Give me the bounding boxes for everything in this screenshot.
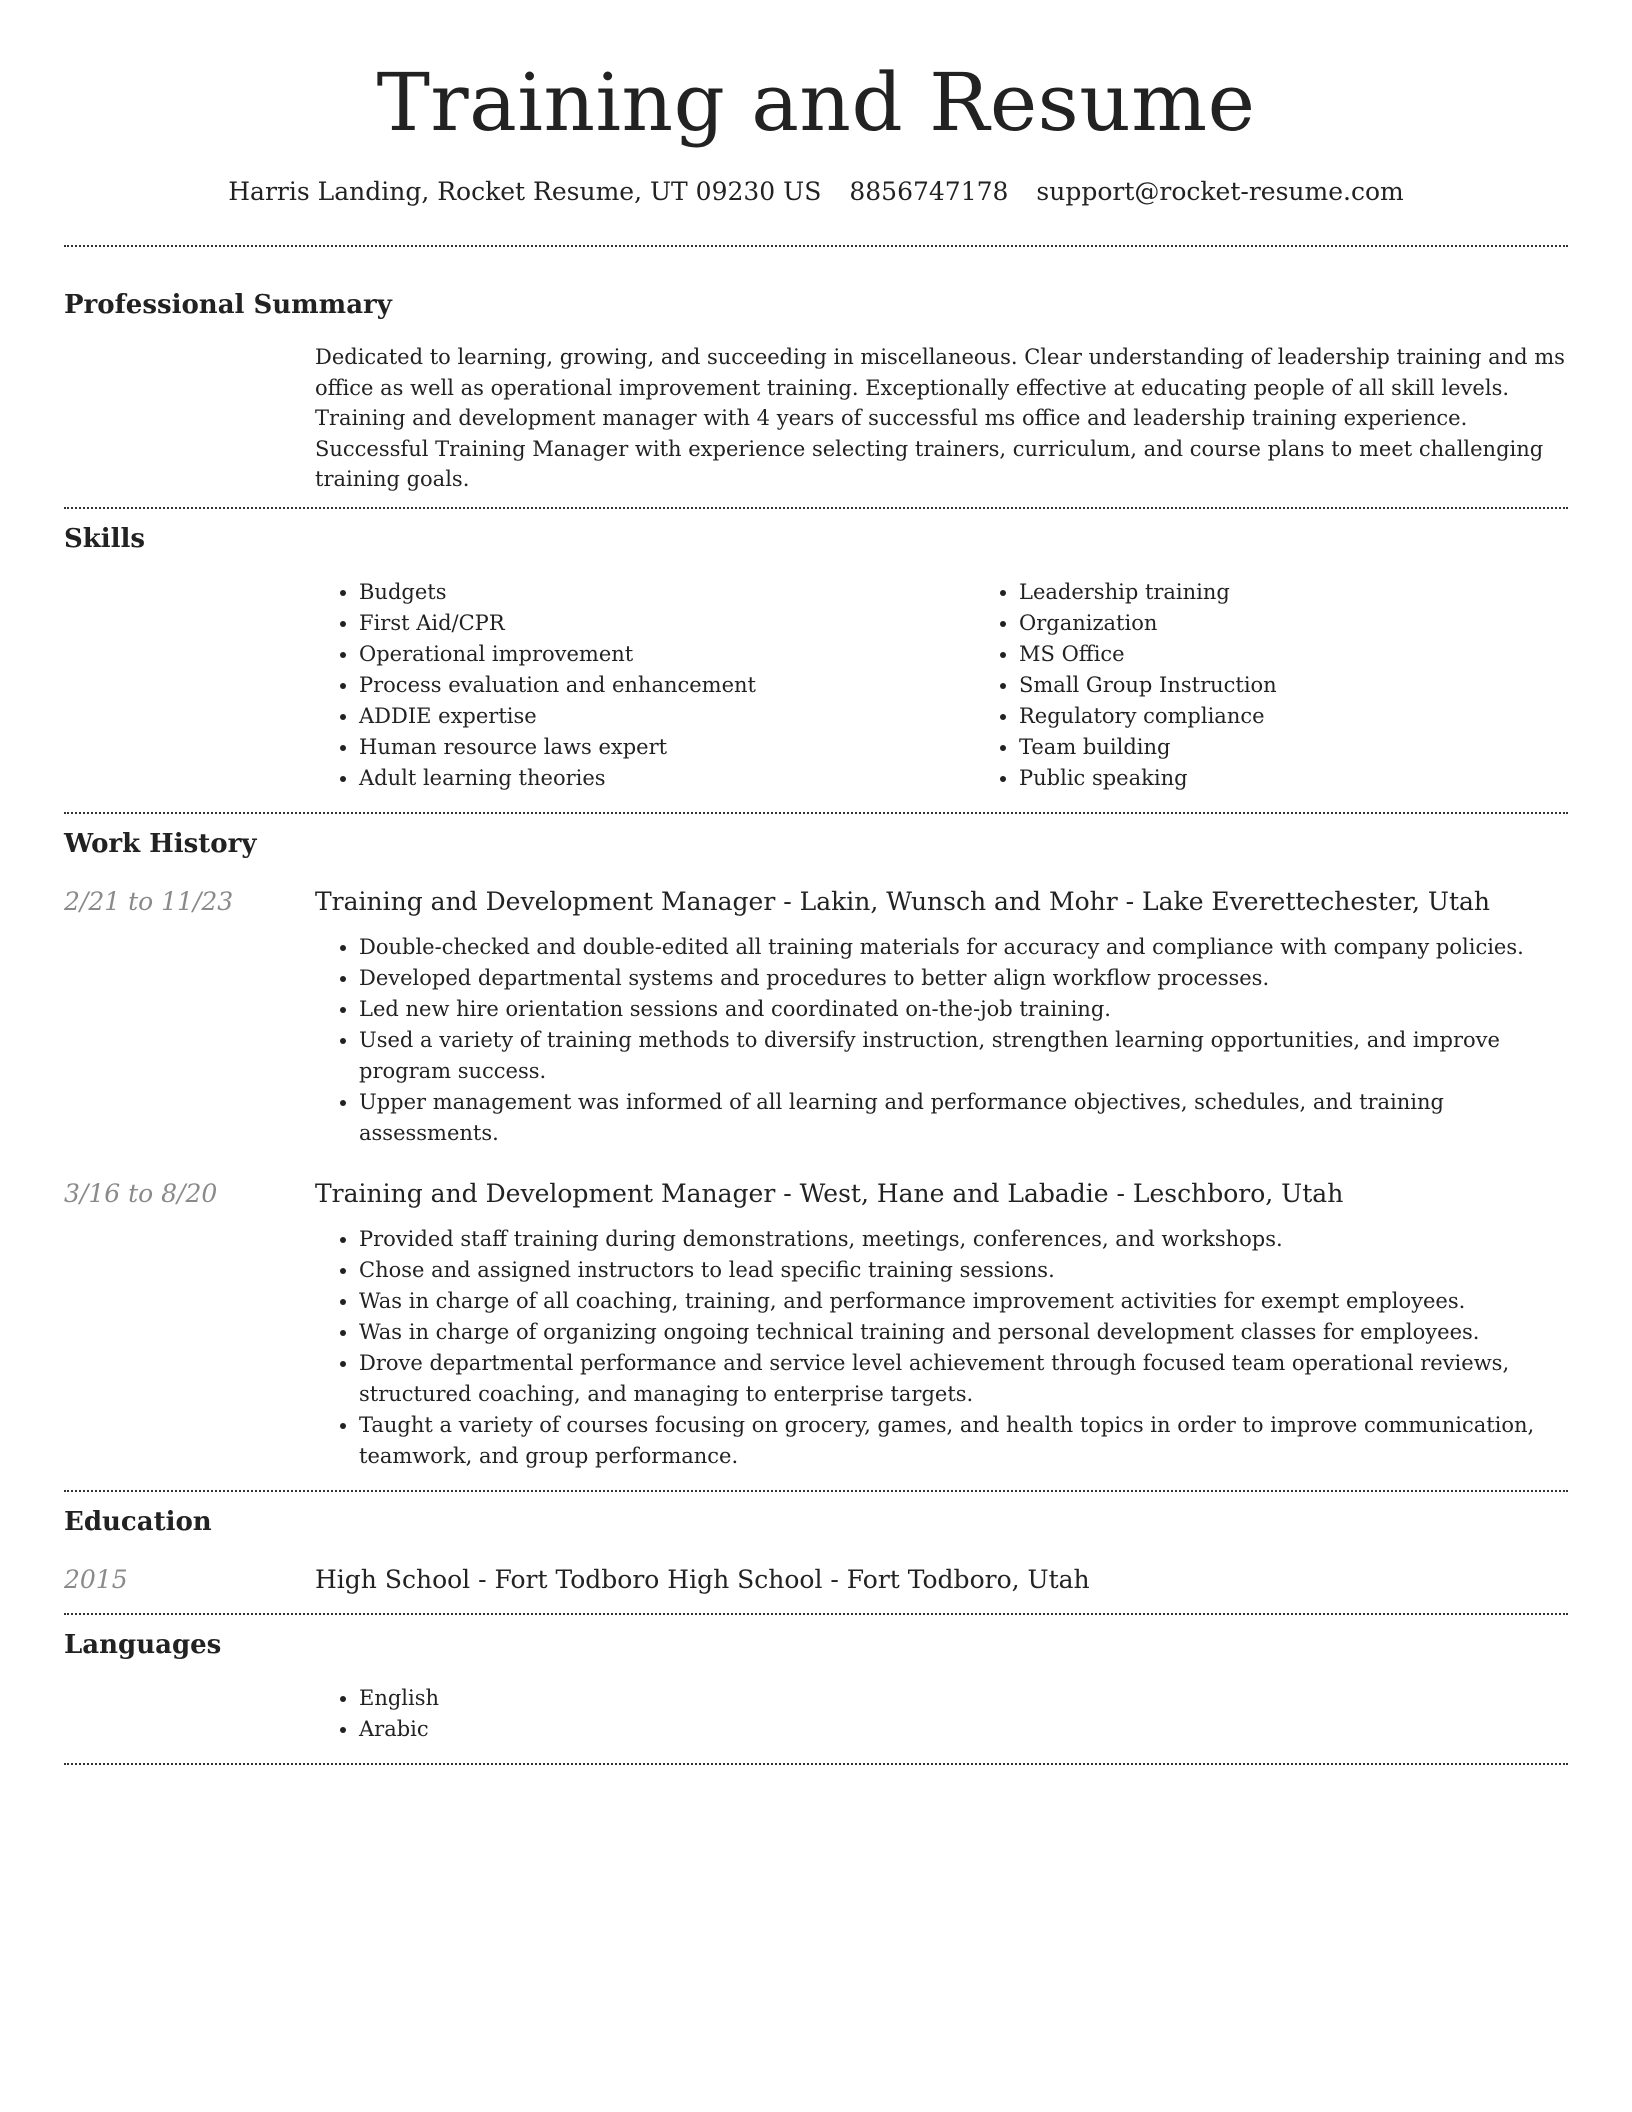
language-item: • English	[359, 1683, 1568, 1714]
job-dates: 2/21 to 11/23	[64, 886, 234, 916]
job-bullets	[315, 932, 1568, 1149]
job-heading: Training and Development Manager - West, Hane and Labadie - Leschboro, Utah	[315, 1178, 1344, 1208]
skill-item: • Leadership training	[1019, 577, 1632, 608]
job-bullet: • Double-checked and double-edited all training materials for accuracy and compliance with company policies.	[359, 932, 1568, 963]
skill-item: • Human resource laws expert	[359, 732, 975, 763]
job-bullet: • Developed departmental systems and procedures to better align workflow processes.	[359, 963, 1568, 994]
skills-list-left	[315, 577, 975, 794]
resume-page	[64, 0, 1568, 1765]
languages-divider	[64, 1763, 1568, 1765]
header-divider	[64, 245, 1568, 247]
work-title: Work History	[64, 828, 257, 859]
job-heading: Training and Development Manager - Lakin, Wunsch and Mohr - Lake Everettechester, Utah	[315, 886, 1491, 916]
skills-title: Skills	[64, 523, 146, 554]
job-bullet: • Used a variety of training methods to diversify instruction, strengthen learning opportunities, and improve program success.	[359, 1025, 1568, 1087]
skill-item: • Budgets	[359, 577, 975, 608]
job-bullet: • Drove departmental performance and service level achievement through focused team operational reviews, structured coaching, and managing to enterprise targets.	[359, 1348, 1568, 1410]
skill-item: • Operational improvement	[359, 639, 975, 670]
education-title: Education	[64, 1506, 212, 1537]
job-bullet: • Taught a variety of courses focusing on grocery, games, and health topics in order to improve communication, teamwork, and group performance.	[359, 1410, 1568, 1472]
summary-section	[64, 287, 1568, 495]
job-bullet: • Upper management was informed of all learning and performance objectives, schedules, and training assessments.	[359, 1087, 1568, 1149]
contact-email: support@rocket-resume.com	[1036, 177, 1404, 206]
summary-divider	[64, 507, 1568, 509]
education-year: 2015	[64, 1564, 128, 1594]
job-entry	[64, 884, 1568, 1149]
contact-phone: 8856747178	[849, 177, 1009, 206]
languages-list	[315, 1683, 1568, 1745]
skill-item: • Team building	[1019, 732, 1632, 763]
skill-item: • Organization	[1019, 608, 1632, 639]
education-heading: High School - Fort Todboro High School - Fort Todboro, Utah	[315, 1564, 1090, 1594]
job-entry	[64, 1176, 1568, 1472]
resume-name: Training and Resume	[376, 56, 1256, 149]
job-bullet: • Was in charge of organizing ongoing technical training and personal development classes for employees.	[359, 1317, 1568, 1348]
skills-section	[64, 521, 1568, 794]
skill-item: • Small Group Instruction	[1019, 670, 1632, 701]
skill-item: • First Aid/CPR	[359, 608, 975, 639]
contact-address: Harris Landing, Rocket Resume, UT 09230 US	[228, 177, 822, 206]
summary-title: Professional Summary	[64, 290, 392, 320]
languages-title: Languages	[64, 1629, 222, 1660]
skill-item: • ADDIE expertise	[359, 701, 975, 732]
summary-text: Dedicated to learning, growing, and succeeding in miscellaneous. Clear understanding of leadership training and ms office as well as operational improvement training. Exceptionally effective at educating people of all skill levels. Training and development manager with 4 years of successful ms office and leadership training experience. Successful Training Manager with experience selecting trainers, curriculum, and course plans to meet challenging training goals.	[315, 345, 1565, 491]
work-divider	[64, 1490, 1568, 1492]
skills-list-right	[975, 577, 1632, 794]
contact-line	[64, 174, 1568, 210]
skill-item: • MS Office	[1019, 639, 1632, 670]
skill-item: • Public speaking	[1019, 763, 1632, 794]
skill-item: • Process evaluation and enhancement	[359, 670, 975, 701]
job-bullet: • Chose and assigned instructors to lead specific training sessions.	[359, 1255, 1568, 1286]
education-divider	[64, 1613, 1568, 1615]
skills-grid	[315, 577, 1632, 794]
language-item: • Arabic	[359, 1714, 1568, 1745]
skill-item: • Regulatory compliance	[1019, 701, 1632, 732]
education-section	[64, 1504, 1568, 1598]
work-section	[64, 826, 1568, 1472]
job-bullet: • Provided staff training during demonstrations, meetings, conferences, and workshops.	[359, 1224, 1568, 1255]
job-dates: 3/16 to 8/20	[64, 1178, 218, 1208]
job-bullets	[315, 1224, 1568, 1472]
skills-divider	[64, 812, 1568, 814]
skill-item: • Adult learning theories	[359, 763, 975, 794]
job-bullet: • Was in charge of all coaching, training, and performance improvement activities for exempt employees.	[359, 1286, 1568, 1317]
job-bullet: • Led new hire orientation sessions and coordinated on-the-job training.	[359, 994, 1568, 1025]
languages-section	[64, 1627, 1568, 1745]
